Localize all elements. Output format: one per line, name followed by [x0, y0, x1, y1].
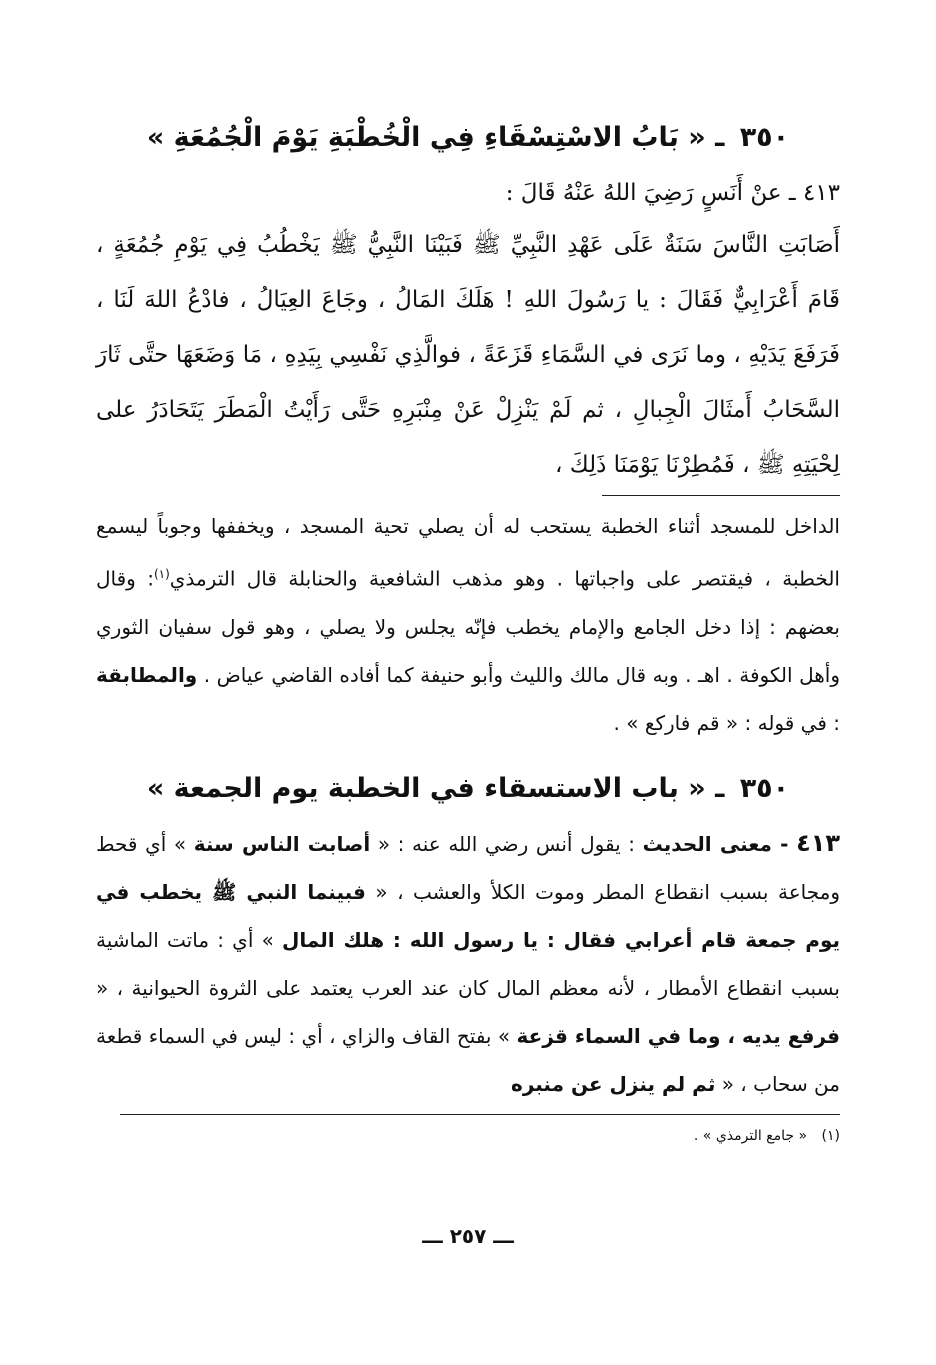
hadith-text: أَصَابَتِ النَّاسَ سَنَةٌ عَلَى عَهْدِ النَّبِيِّ ﷺ فَبَيْنَا النَّبِيُّ ﷺ يَخْطُبُ فِي يَوْمِ جُمُعَةٍ ، قَامَ أَعْرَابِيٌّ فَقَالَ : يا رَسُولَ اللهِ ! هَلَكَ المَالُ ، وجَاعَ العِيَالُ ، فادْعُ اللهَ لَنَا ، فَرَفَعَ يَدَيْهِ ، وما نَرَى في السَّمَاءِ قَزَعَةً ، فوالَّذِي نَفْسِي بِيَدِهِ ، مَا وَضَعَهَا حتَّى ثَارَ السَّحَابُ أَمثَالَ الْجِبالِ ، ثم لَمْ يَنْزِلْ عَنْ مِنْبَرِهِ حَتَّى رَأَيْتُ الْمَطَرَ يَتَحَادَرُ على لِحْيَتِهِ ﷺ ، فَمُطِرْنَا يَوْمَنَا ذَلِكَ ، — [96, 232, 840, 478]
footnote — [96, 1123, 840, 1149]
explanation-text: : يقول أنس رضي الله عنه : « — [377, 831, 635, 856]
hadith-number: ٤١٣ — [796, 828, 841, 857]
commentary-text: : في قوله : « قم فاركع » . — [613, 710, 840, 735]
footnote-divider — [120, 1114, 840, 1115]
chapter-title: ـ « باب الاستسقاء في الخطبة يوم الجمعة » — [146, 772, 725, 804]
chapter-number: ٣٥٠ — [739, 772, 790, 804]
chapter-title: ـ « بَابُ الاسْتِسْقَاءِ فِي الْخُطْبَةِ يَوْمَ الْجُمُعَةِ » — [146, 122, 725, 153]
hadith-intro: ٤١٣ ـ عنْ أَنَسٍ رَضِيَ اللهُ عَنْهُ قَالَ : — [505, 180, 840, 206]
explanation-text: » أي : ماتت الماشية بسبب انقطاع الأمطار ، لأنه معظم المال كان عند العرب يعتمد على الثروة الحيوانية ، « — [96, 927, 840, 1000]
divider — [602, 495, 840, 496]
explanation-text: » أي قحط ومجاعة بسبب انقطاع المطر وموت الكلأ والعشب ، « — [96, 831, 841, 904]
commentary-paragraph — [96, 502, 840, 747]
commentary-text: الداخل للمسجد أثناء الخطبة يستحب له أن يصلي تحية المسجد ، ويخففها وجوباً ليسمع الخطبة ، فيقتصر على واجباتها . وهو مذهب الشافعية والحنابلة قال الترمذي — [96, 514, 840, 591]
footnote-reference: (١) — [153, 567, 170, 581]
footnote-text: « جامع الترمذي » . — [693, 1127, 808, 1144]
explanation-text: » بفتح القاف والزاي ، أي : ليس في السماء قطعة من سحاب ، « — [96, 1023, 840, 1096]
page-number: ـــ ٢٥٧ ـــ — [422, 1224, 514, 1248]
quoted-text: فبينما النبي ﷺ يخطب في يوم جمعة قام أعرابي فقال : يا رسول الله : هلك المال — [96, 879, 840, 952]
quoted-text: أصابت الناس سنة — [193, 831, 371, 856]
chapter-heading — [96, 765, 840, 813]
explanation-paragraph — [96, 819, 840, 1108]
commentary-text: : وقال بعضهم : إذا دخل الجامع والإمام يخطب فإنّه يجلس ولا يصلي ، وهو قول سفيان الثوري وأهل الكوفة . اهـ . وبه قال مالك والليث وأبو حنيفة كما أفاده القاضي عياض . — [96, 566, 840, 687]
explanation-label: - معنى الحديث — [642, 831, 789, 856]
footnote-number: (١) — [821, 1127, 840, 1144]
quoted-text: فرفع يديه ، وما في السماء قزعة — [516, 1023, 840, 1048]
quoted-text: ثم لم ينزل عن منبره — [511, 1071, 716, 1096]
chapter-number: ٣٥٠ — [739, 122, 790, 153]
chapter-heading — [96, 114, 840, 162]
commentary-label: والمطابقة — [96, 662, 198, 687]
